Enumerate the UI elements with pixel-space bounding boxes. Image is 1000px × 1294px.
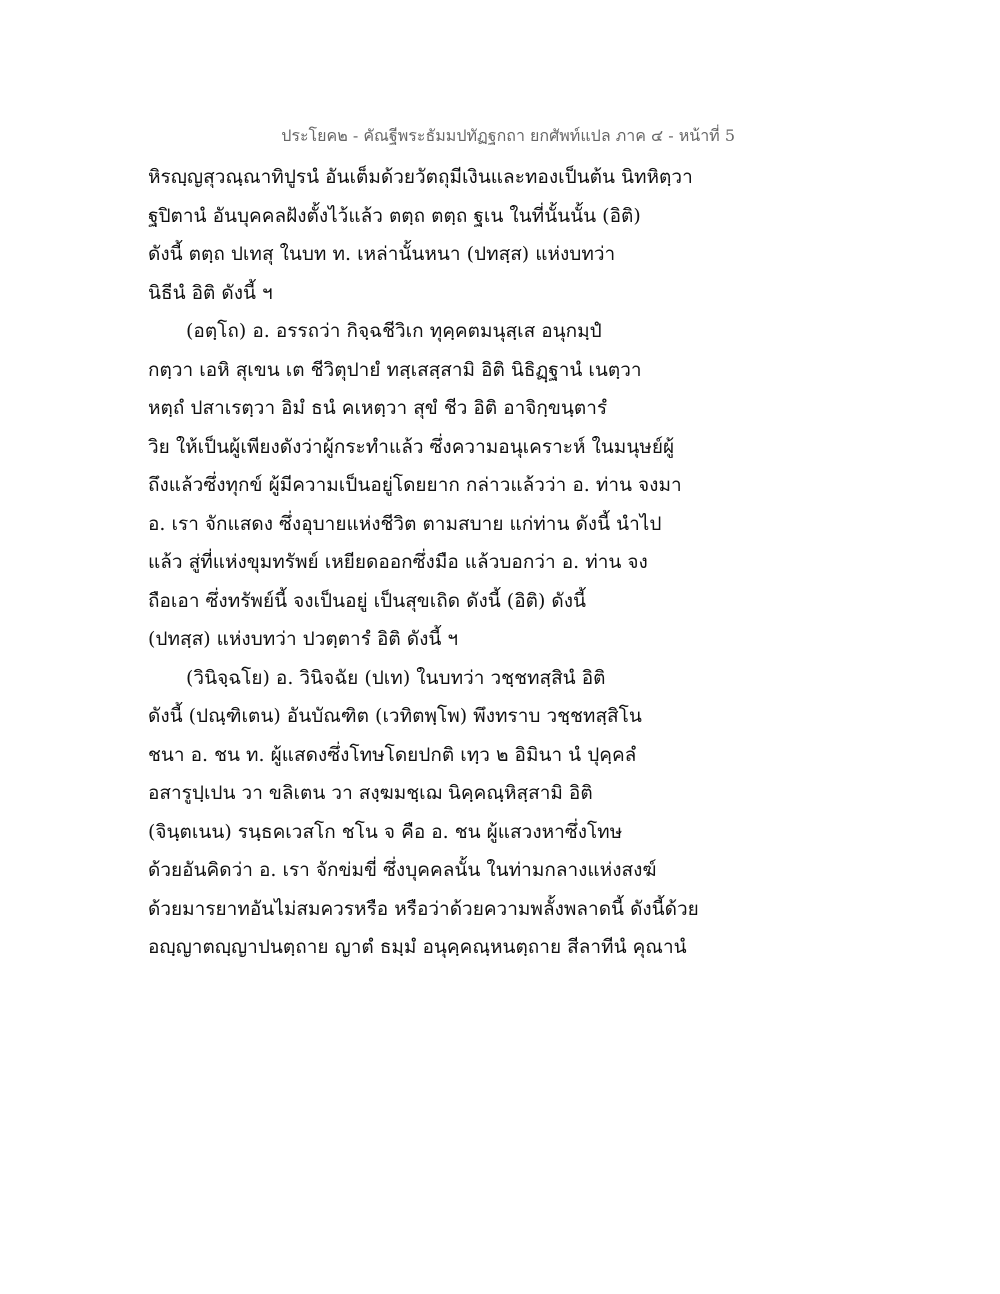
- text-line: ฐปิตานํ อันบุคคลฝังตั้งไว้แล้ว ตตฺถ ตตฺถ ฐเน ในที่นั้นนั้น (อิติ): [148, 204, 641, 227]
- text-line: อ. เรา จักแสดง ซึ่งอุบายแห่งชีวิต ตามสบาย แก่ท่าน ดังนี้ นำไป: [148, 512, 662, 535]
- text-line: แล้ว สู่ที่แห่งขุมทรัพย์ เหยียดออกซึ่งมือ แล้วบอกว่า อ. ท่าน จง: [148, 551, 648, 573]
- body-text: [148, 158, 708, 967]
- text-line: นิธีนํ อิติ ดังนี้ ฯ: [148, 281, 273, 304]
- text-line: ดังนี้ (ปณฺฑิเตน) อันบัณฑิต (เวทิตพฺโพ) พึงทราบ วชฺชทสฺสิโน: [148, 705, 642, 727]
- text-line: ชนา อ. ชน ท. ผู้แสดงซึ่งโทษโดยปกติ เทฺว ๒ อิมินา นํ ปุคฺคลํ: [148, 743, 637, 766]
- text-line: อสารูปฺเปน วา ขลิเตน วา สงฺฆมชฺเฌ นิคฺคณฺหิสฺสามิ อิติ: [148, 782, 593, 804]
- text-line: ถือเอา ซึ่งทรัพย์นี้ จงเป็นอยู่ เป็นสุขเถิด ดังนี้ (อิติ) ดังนี้: [148, 589, 587, 612]
- text-line: ด้วยอันคิดว่า อ. เรา จักข่มขี่ ซึ่งบุคคลนั้น ในท่ามกลางแห่งสงฆ์: [148, 859, 657, 881]
- text-line: หิรญฺญสุวณฺณาทิปูรนํ อันเต็มด้วยวัตถุมีเงินและทองเป็นต้น นิทหิตฺวา: [148, 166, 693, 188]
- paragraph-start-line: (วินิจฺฉโย) อ. วินิจฉัย (ปเท) ในบทว่า วชฺชทสฺสินํ อิติ: [186, 666, 606, 689]
- paragraph-start-line: (อตฺโถ) อ. อรรถว่า กิจฺฉชีวิเก ทุคฺคตมนุสฺเส อนุกมฺปํ: [186, 320, 602, 342]
- text-line: กตฺวา เอหิ สุเขน เต ชีวิตุปายํ ทสฺเสสฺสามิ อิติ นิธิฏฺฐานํ เนตฺวา: [148, 358, 642, 381]
- text-line: หตฺถํ ปสาเรตฺวา อิมํ ธนํ คเหตฺวา สุขํ ชีว อิติ อาจิกฺขนฺตารํ: [148, 397, 608, 419]
- text-line: (ปทสฺส) แห่งบทว่า ปวตฺตารํ อิติ ดังนี้ ฯ: [148, 628, 459, 650]
- text-line: วิย ให้เป็นผู้เพียงดังว่าผู้กระทำแล้ว ซึ่งความอนุเคราะห์ ในมนุษย์ผู้: [148, 435, 675, 458]
- text-line: ถึงแล้วซึ่งทุกข์ ผู้มีความเป็นอยู่โดยยาก กล่าวแล้วว่า อ. ท่าน จงมา: [148, 474, 682, 496]
- text-line: อญฺญาตญฺญาปนตฺถาย ญาตํ ธมฺมํ อนุคฺคณฺหนตฺถาย สีลาทีนํ คุณานํ: [148, 936, 687, 958]
- running-header: ประโยค๒ - คัณฐีพระธัมมปทัฏฐกถา ยกศัพท์แปล ภาค ๔ - หน้าที่ 5: [281, 126, 735, 145]
- text-line: ดังนี้ ตตฺถ ปเทสุ ในบท ท. เหล่านั้นหนา (ปทสฺส) แห่งบทว่า: [148, 243, 616, 265]
- text-line: ด้วยมารยาทอันไม่สมควรหรือ หรือว่าด้วยความพลั้งพลาดนี้ ดังนี้ด้วย: [148, 897, 699, 920]
- text-line: (จินฺตเนน) รนฺธคเวสโก ชโน จ คือ อ. ชน ผู้แสวงหาซึ่งโทษ: [148, 820, 623, 843]
